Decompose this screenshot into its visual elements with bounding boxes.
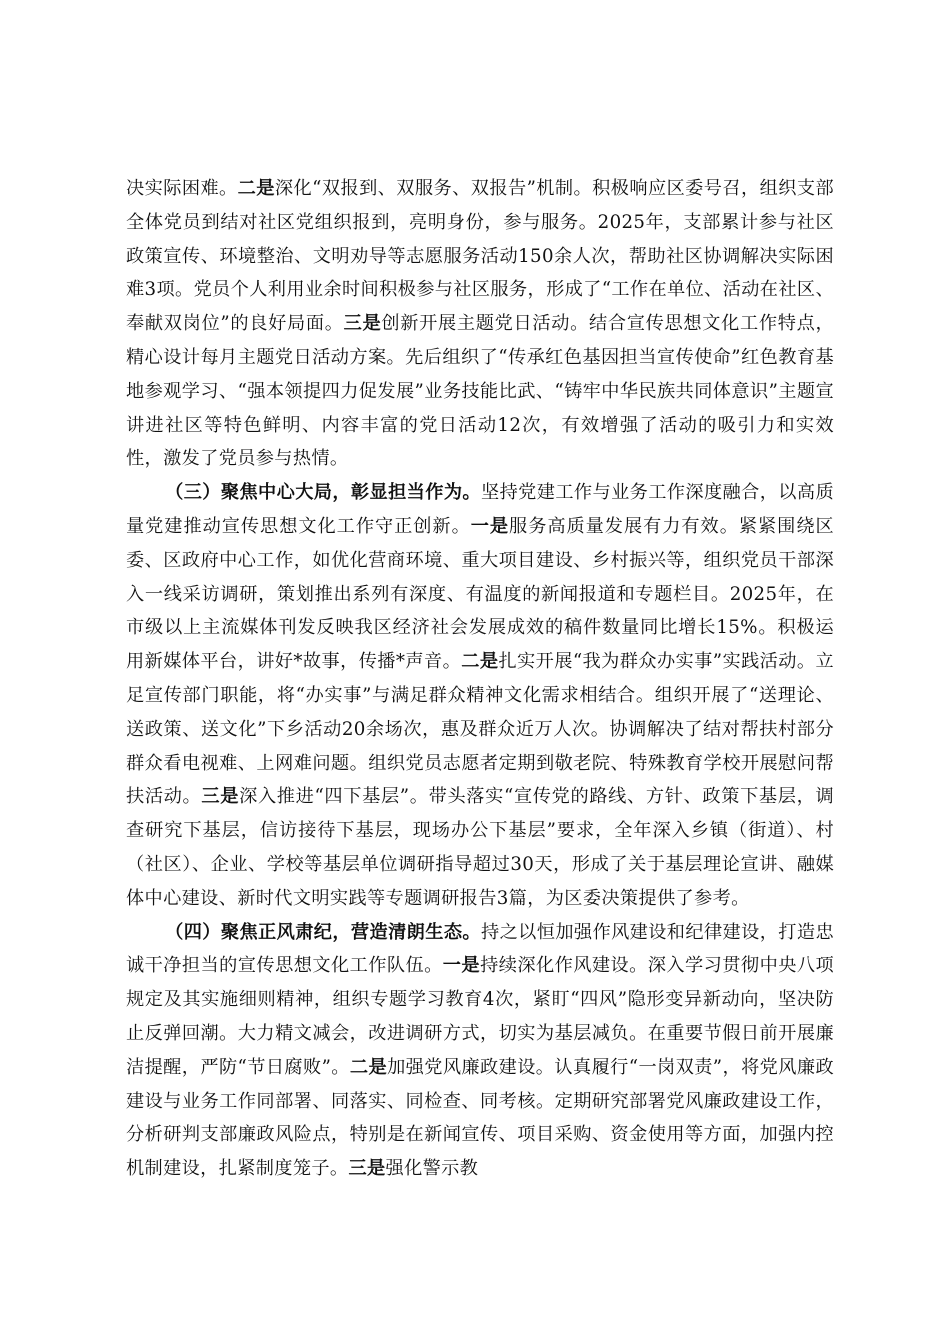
text-run: 深入推进“四下基层”。带头落实“宣传党的路线、方针、政策下基层，调查研究下基层，信访接待下基层，现场办公下基层”要求，全年深入乡镇（街道）、村（社区）、企业、学校等基层单位调研指导超过30天，形成了关于基层理论宣讲、融媒体中心建设、新时代文明实践等专题调研报告3篇，为区委决策提供了参考。 (126, 786, 835, 909)
emphasis-label: 三是 (343, 313, 382, 335)
text-run: 决实际困难。 (126, 178, 238, 199)
emphasis-label: 三是 (201, 786, 240, 808)
document-page (126, 172, 834, 1186)
text-run: 强化警示教 (385, 1158, 479, 1180)
paragraph-1 (126, 172, 834, 476)
text-run: 深化“双报到、双服务、双报告”机制。积极响应区委号召，组织支部全体党员到结对社区党组织报到，亮明身份，参与服务。2025年，支部累计参与社区政策宣传、环境整治、文明劝导等志愿服务活动150余人次，帮助社区协调解决实际困难3项。党员个人利用业余时间积极参与社区服务，形成了“工作在单位、活动在社区、奉献双岗位”的良好局面。 (126, 178, 834, 335)
emphasis-label: 二是 (237, 178, 275, 199)
emphasis-label: 二是 (349, 1056, 388, 1078)
text-run: 坚持党建工作与业务工作深度融合，以高质量党建推动宣传思想文化工作守正创新。 (126, 482, 834, 537)
text-run: 创新开展主题党日活动。结合宣传思想文化工作特点，精心设计每月主题党日活动方案。先后组织了“传承红色基因担当宣传使命”红色教育基地参观学习、“强本领提四力促发展”业务技能比武、“铸牢中华民族共同体意识”主题宣讲进社区等特色鲜明、内容丰富的党日活动12次，有效增强了活动的吸引力和实效性，激发了党员参与热情。 (126, 313, 835, 470)
emphasis-label: 三是 (348, 1158, 386, 1180)
paragraph-3 (126, 916, 834, 1186)
text-run: 持之以恒加强作风建设和纪律建设，打造忠诚干净担当的宣传思想文化工作队伍。 (126, 921, 834, 977)
paragraph-2 (126, 476, 834, 915)
emphasis-label: 一是 (470, 515, 510, 537)
section-heading: （三）聚焦中心大局，彰显担当作为。 (165, 482, 481, 504)
text-run: 加强党风廉政建设。认真履行“一岗双责”，将党风廉政建设与业务工作同部署、同落实、同检查、同考核。定期研究部署党风廉政建设工作，分析研判支部廉政风险点，特别是在新闻宣传、项目采购、资金使用等方面，加强内控机制建设，扎紧制度笼子。 (126, 1056, 834, 1180)
text-run: 服务高质量发展有力有效。紧紧围绕区委、区政府中心工作，如优化营商环境、重大项目建设、乡村振兴等，组织党员干部深入一线采访调研，策划推出系列有深度、有温度的新闻报道和专题栏目。2025年，在市级以上主流媒体刊发反映我区经济社会发展成效的稿件数量同比增长15%。积极运用新媒体平台，讲好*故事，传播*声音。 (126, 515, 835, 673)
text-run: 持续深化作风建设。深入学习贯彻中央八项规定及其实施细则精神，组织专题学习教育4次，紧盯“四风”隐形变异新动向，坚决防止反弹回潮。大力精文减会，改进调研方式，切实为基层减负。在重要节假日前开展廉洁提醒，严防“节日腐败”。 (126, 955, 835, 1078)
emphasis-label: 一是 (442, 955, 481, 977)
text-run: 扎实开展“我为群众办实事”实践活动。立足宣传部门职能，将“办实事”与满足群众精神文化需求相结合。组织开展了“送理论、送政策、送文化”下乡活动20余场次，惠及群众近万人次。协调解决了结对帮扶村部分群众看电视难、上网难问题。组织党员志愿者定期到敬老院、特殊教育学校开展慰问帮扶活动。 (126, 651, 835, 808)
section-heading: （四）聚焦正风肃纪，营造清朗生态。 (165, 921, 481, 943)
emphasis-label: 二是 (461, 651, 499, 673)
